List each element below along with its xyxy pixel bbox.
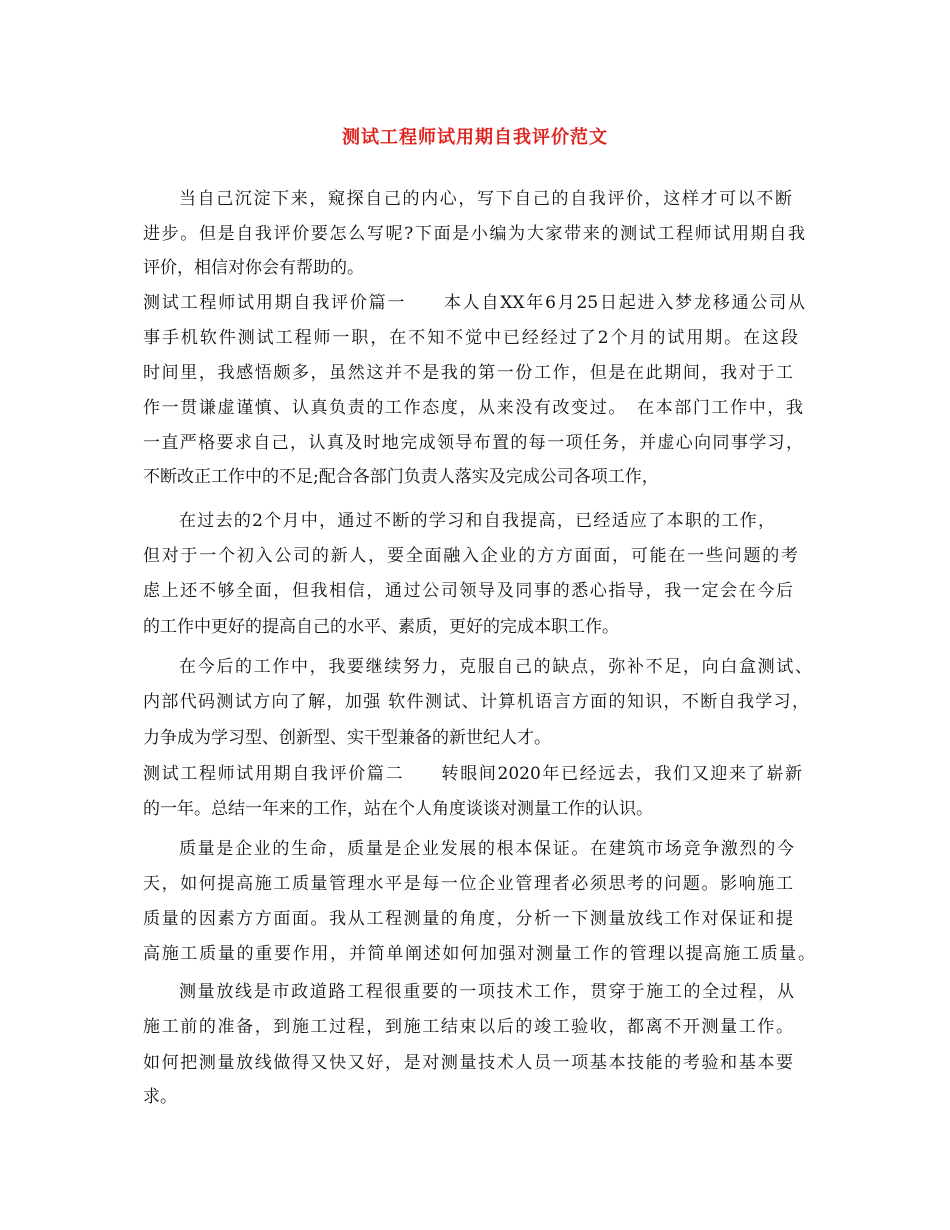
text-line: 测试工程师试用期自我评价篇一 本人自XX年6月25日起进入梦龙移通公司从: [143, 293, 805, 313]
text-line: 天，如何提高施工质量管理水平是每一位企业管理者必须思考的问题。影响施工: [143, 874, 793, 894]
text-line: 在过去的2个月中，通过不断的学习和自我提高，已经适应了本职的工作，: [179, 511, 775, 531]
text-line: 进步。但是自我评价要怎么写呢?下面是小编为大家带来的测试工程师试用期自我: [143, 224, 805, 244]
text-line: 施工前的准备，到施工过程，到施工结束以后的竣工验收，都离不开测量工作。: [143, 1017, 793, 1037]
text-line: 当自己沉淀下来，窥探自己的内心，写下自己的自我评价，这样才可以不断: [179, 189, 792, 209]
text-line: 的一年。总结一年来的工作，站在个人角度谈谈对测量工作的认识。: [143, 799, 653, 819]
text-line: 事手机软件测试工程师一职，在不知不觉中已经经过了2个月的试用期。在这段: [143, 328, 798, 348]
page-title: 测试工程师试用期自我评价范文: [342, 127, 608, 148]
text-line: 求。: [143, 1087, 177, 1107]
text-line: 作一贯谦虚谨慎、认真负责的工作态度，从来没有改变过。 在本部门工作中，我: [143, 398, 803, 418]
text-line: 在今后的工作中，我要继续努力，克服自己的缺点，弥补不足，向白盒测试、: [179, 657, 812, 677]
text-line: 时间里，我感悟颇多，虽然这并不是我的第一份工作，但是在此期间，我对于工: [143, 363, 793, 383]
text-line: 的工作中更好的提高自己的水平、素质，更好的完成本职工作。: [143, 617, 619, 637]
text-line: 虑上还不够全面，但我相信，通过公司领导及同事的悉心指导，我一定会在今后: [143, 581, 793, 601]
text-line: 高施工质量的重要作用，并简单阐述如何加强对测量工作的管理以提高施工质量。: [143, 944, 815, 964]
text-line: 质量是企业的生命，质量是企业发展的根本保证。在建筑市场竞争激烈的今: [179, 839, 794, 859]
text-line: 测试工程师试用期自我评价篇二 转眼间2020年已经远去，我们又迎来了崭新: [143, 764, 802, 784]
text-line: 力争成为学习型、创新型、实干型兼备的新世纪人才。: [143, 728, 551, 748]
text-line: 如何把测量放线做得又快又好，是对测量技术人员一项基本技能的考验和基本要: [143, 1053, 793, 1073]
text-line: 但对于一个初入公司的新人，要全面融入企业的方方面面，可能在一些问题的考: [143, 546, 798, 566]
text-line: 不断改正工作中的不足;配合各部门负责人落实及完成公司各项工作，: [143, 467, 659, 487]
text-line: 测量放线是市政道路工程很重要的一项技术工作，贯穿于施工的全过程，从: [179, 982, 794, 1002]
text-line: 内部代码测试方向了解，加强 软件测试、计算机语言方面的知识，不断自我学习，: [143, 692, 809, 712]
text-line: 一直严格要求自己，认真及时地完成领导布置的每一项任务，并虚心向同事学习，: [143, 433, 803, 453]
text-line: 质量的因素方方面面。我从工程测量的角度，分析一下测量放线工作对保证和提: [143, 909, 793, 929]
text-line: 评价，相信对你会有帮助的。: [143, 258, 364, 278]
